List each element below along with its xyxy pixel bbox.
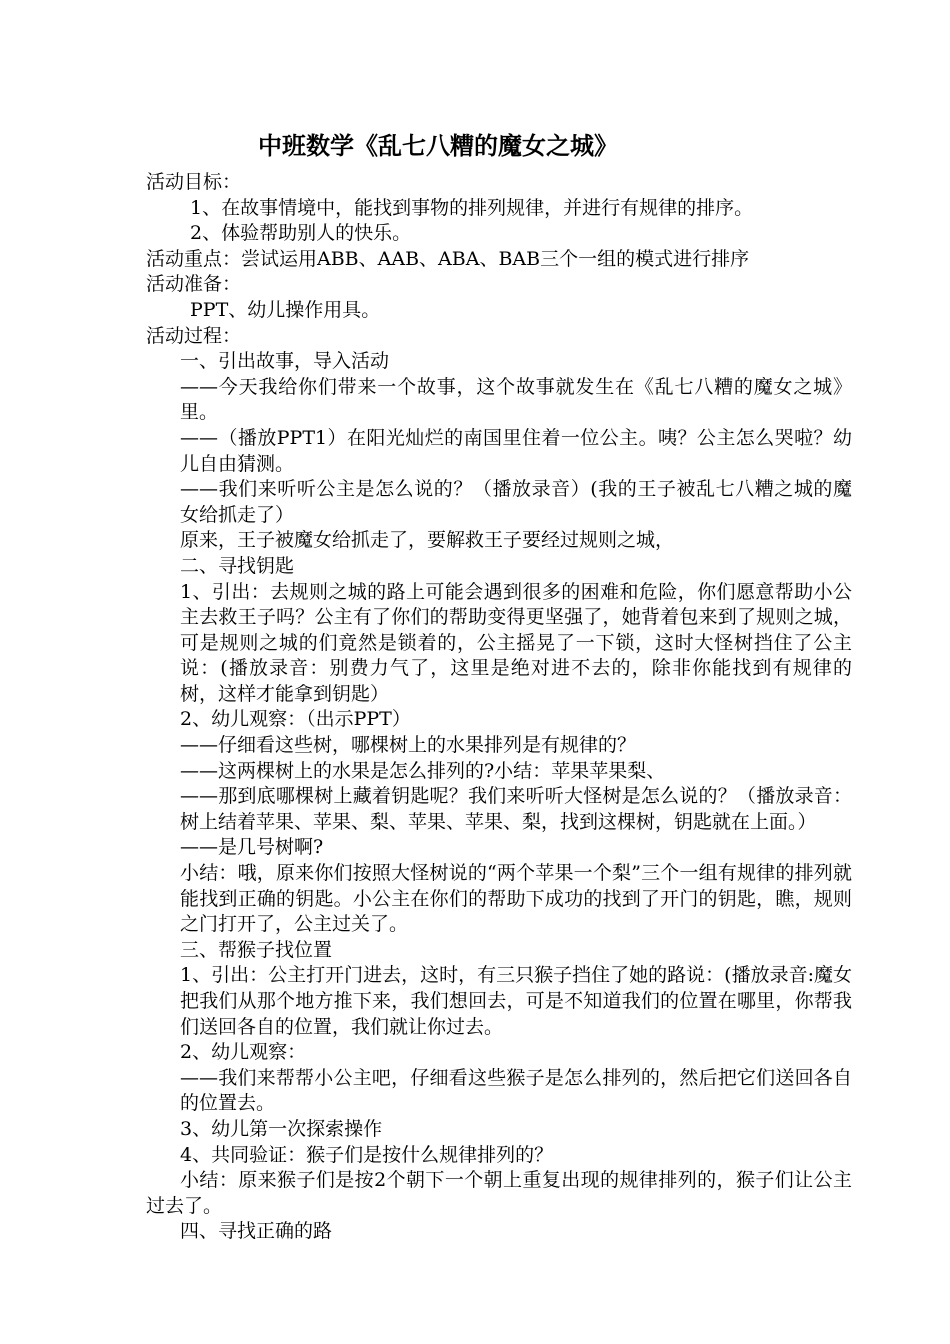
section-3-heading: 三、帮猴子找位置 [180,938,333,961]
process-heading: 活动过程： [146,324,242,347]
prep-item: PPT、幼儿操作用具。 [190,298,381,321]
key-point: 活动重点：尝试运用ABB、AAB、ABA、BAB三个一组的模式进行排序 [146,247,750,270]
section-3-paragraph-5: 4、共同验证：猴子们是按什么规律排列的？ [180,1143,554,1166]
section-4-heading: 四、寻找正确的路 [180,1220,333,1243]
document-body [146,170,852,1245]
document-title: 中班数学《乱七八糟的魔女之城》 [258,132,618,160]
section-3-paragraph-3: ——我们来帮帮小公主吧，仔细看这些猴子是怎么排列的，然后把它们送回各自的位置去。 [180,1066,852,1115]
section-2-paragraph-5: ——那到底哪棵树上藏着钥匙呢？我们来听听大怪树是怎么说的？（播放录音：树上结着苹果、苹果、梨、苹果、苹果、梨，找到这棵树，钥匙就在上面。） [180,785,852,833]
section-1-paragraph-3: ——我们来听听公主是怎么说的？（播放录音）(我的王子被乱七八糟之城的魔女给抓走了） [180,478,852,526]
goal-1: 1、在故事情境中，能找到事物的排列规律，并进行有规律的排序。 [190,196,754,219]
section-3-summary: 小结：原来猴子们是按2个朝下一个朝上重复出现的规律排列的，猴子们让公主过去了。 [146,1169,852,1217]
section-3-paragraph-1: 1、引出：公主打开门进去，这时，有三只猴子挡住了她的路说：(播放录音:魔女把我们从那个地方推下来，我们想回去，可是不知道我们的位置在哪里，你帮我们送回各自的位置，我们就让你过去。 [180,964,852,1038]
prep-heading: 活动准备： [146,273,242,296]
section-1-paragraph-1: ——今天我给你们带来一个故事，这个故事就发生在《乱七八糟的魔女之城》里。 [180,375,852,424]
section-3-paragraph-4: 3、幼儿第一次探索操作 [180,1117,383,1140]
goal-2: 2、体验帮助别人的快乐。 [190,222,412,245]
section-2-heading: 二、寻找钥匙 [180,554,295,577]
section-1-heading: 一、引出故事，导入活动 [180,350,390,373]
section-2-summary: 小结：哦，原来你们按照大怪树说的“两个苹果一个梨”三个一组有规律的排列就能找到正确的钥匙。小公主在你们的帮助下成功的找到了开门的钥匙，瞧，规则之门打开了，公主过关了。 [180,862,852,936]
section-3-paragraph-2: 2、幼儿观察： [180,1041,307,1064]
section-2-paragraph-2: 2、幼儿观察：（出示PPT） [180,708,411,731]
section-1-paragraph-4: 原来，王子被魔女给抓走了，要解救王子要经过规则之城， [180,529,675,552]
goals-heading: 活动目标： [146,171,242,193]
section-1-paragraph-2: ——（播放PPT1）在阳光灿烂的南国里住着一位公主。咦？公主怎么哭啦？幼儿自由猜测。 [180,426,852,475]
section-2-paragraph-4: ——这两棵树上的水果是怎么排列的?小结：苹果苹果梨、 [180,759,666,782]
section-2-paragraph-3: ——仔细看这些树，哪棵树上的水果排列是有规律的？ [180,734,637,757]
section-2-paragraph-1: 1、引出：去规则之城的路上可能会遇到很多的困难和危险，你们愿意帮助小公主去救王子吗？公主有了你们的帮助变得更坚强了，她背着包来到了规则之城，可是规则之城的们竟然是锁着的，公主摇晃了一下锁，这时大怪树挡住了公主说：(播放录音：别费力气了，这里是绝对进不去的，除非你能找到有规律的树，这样才能拿到钥匙） [180,580,852,705]
section-2-paragraph-6: ——是几号树啊? [180,836,324,859]
